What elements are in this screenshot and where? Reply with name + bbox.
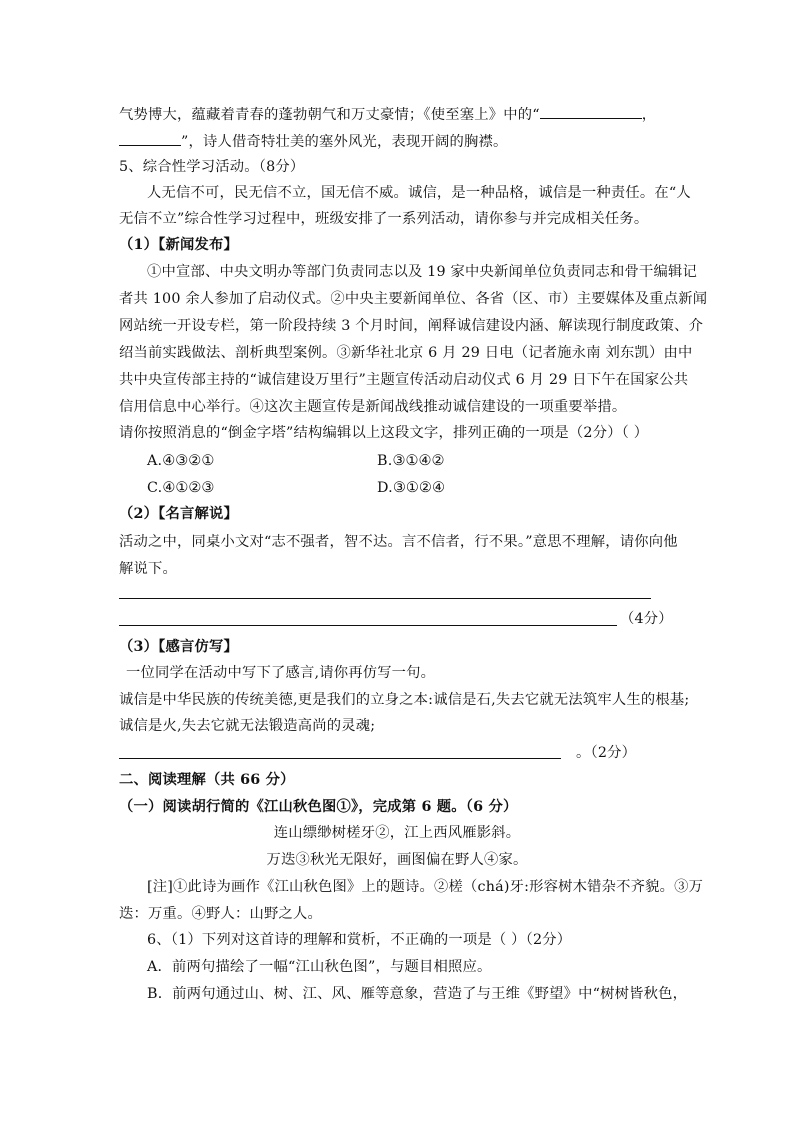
answer-blank[interactable] xyxy=(540,104,642,119)
question-6-title: 6、（1）下列对这首诗的理解和赏析，不正确的一项是（ ）（2分） xyxy=(147,932,572,948)
question-5-title: 5、综合性学习活动。（8分） xyxy=(119,159,305,175)
option-c[interactable]: C.④①②③ xyxy=(147,480,215,496)
question-2: 解说下。 xyxy=(119,561,177,577)
text: ， xyxy=(641,107,657,123)
annotation: [注]①此诗为画作《江山秋色图》上的题诗。②槎（chá)牙:形容树木错杂不齐貌。③万 xyxy=(147,879,704,895)
part-2-title: 二、阅读理解（共 66 分） xyxy=(119,772,295,788)
answer-line[interactable] xyxy=(119,758,561,759)
example-sentence: 诚信是火,失去它就无法锻造高尚的灵魂; xyxy=(119,718,376,734)
poem-line: 连山缥缈树槎牙②，江上西风雁影斜。 xyxy=(273,825,521,841)
points-label: 。（2分） xyxy=(576,745,637,761)
text: 气势博大，蕴藏着青春的蓬勃朝气和万丈豪情；《使至塞上》中的“ xyxy=(119,107,540,123)
subsection-1-title: （1）【新闻发布】 xyxy=(119,237,238,253)
news-paragraph: 绍当前实践做法、剖析典型案例。③新华社北京 6 月 29 日电（记者施永南 刘东凯）由中 xyxy=(119,345,693,361)
annotation: 迭：万重。④野人：山野之人。 xyxy=(119,906,322,922)
poetry-line-2 xyxy=(119,131,507,152)
poetry-line-1 xyxy=(119,104,656,125)
question-1: 请你按照消息的“倒金字塔”结构编辑以上这段文字，排列正确的一项是（2分）（ ） xyxy=(119,425,649,441)
question-2: 活动之中，同桌小文对“志不强者，智不达。言不信者，行不果。”意思不理解，请你向他 xyxy=(119,534,678,550)
question-5-intro: 人无信不可，民无信不立，国无信不威。诚信，是一种品格，诚信是一种责任。在“人 xyxy=(147,185,691,201)
option-d[interactable]: D.③①②④ xyxy=(377,480,445,496)
passage-1-title: （一）阅读胡行简的《江山秋色图①》，完成第 6 题。（6 分） xyxy=(119,799,518,815)
subsection-3-title: （3）【感言仿写】 xyxy=(119,639,238,655)
question-6-option-b[interactable]: B．前两句通过山、树、江、风、雁等意象，营造了与王维《野望》中“树树皆秋色， xyxy=(147,986,688,1002)
answer-line[interactable] xyxy=(119,598,651,599)
subsection-2-title: （2）【名言解说】 xyxy=(119,506,238,522)
example-sentence: 诚信是中华民族的传统美德,更是我们的立身之本:诚信是石,失去它就无法筑牢人生的根基; xyxy=(119,692,690,708)
news-paragraph: ①中宣部、中央文明办等部门负责同志以及 19 家中央新闻单位负责同志和骨干编辑记 xyxy=(147,264,697,280)
poem-line: 万迭③秋光无限好，画图偏在野人④家。 xyxy=(266,852,528,868)
news-paragraph: 共中央宣传部主持的“诚信建设万里行”主题宣传活动启动仪式 6 月 29 日下午在国家公共 xyxy=(119,372,689,388)
news-paragraph: 信用信息中心举行。④这次主题宣传是新闻战线推动诚信建设的一项重要举措。 xyxy=(119,399,627,415)
question-3: 一位同学在活动中写下了感言,请你再仿写一句。 xyxy=(126,665,436,681)
news-paragraph: 者共 100 余人参加了启动仪式。②中央主要新闻单位、各省（区、市）主要媒体及重点新闻 xyxy=(119,291,708,307)
option-a[interactable]: A.④③②① xyxy=(147,453,215,469)
question-5-intro: 无信不立”综合性学习过程中，班级安排了一系列活动，请你参与并完成相关任务。 xyxy=(119,211,649,227)
answer-blank[interactable] xyxy=(119,131,181,146)
text: ”，诗人借奇特壮美的塞外风光，表现开阔的胸襟。 xyxy=(181,134,508,150)
points-label: （4分） xyxy=(620,611,673,627)
answer-line[interactable] xyxy=(119,625,617,626)
option-b[interactable]: B.③①④② xyxy=(377,453,445,469)
question-6-option-a[interactable]: A．前两句描绘了一幅“江山秋色图”，与题目相照应。 xyxy=(147,959,492,975)
news-paragraph: 网站统一开设专栏，第一阶段持续 3 个月时间，阐释诚信建设内涵、解读现行制度政策、介 xyxy=(119,318,704,334)
